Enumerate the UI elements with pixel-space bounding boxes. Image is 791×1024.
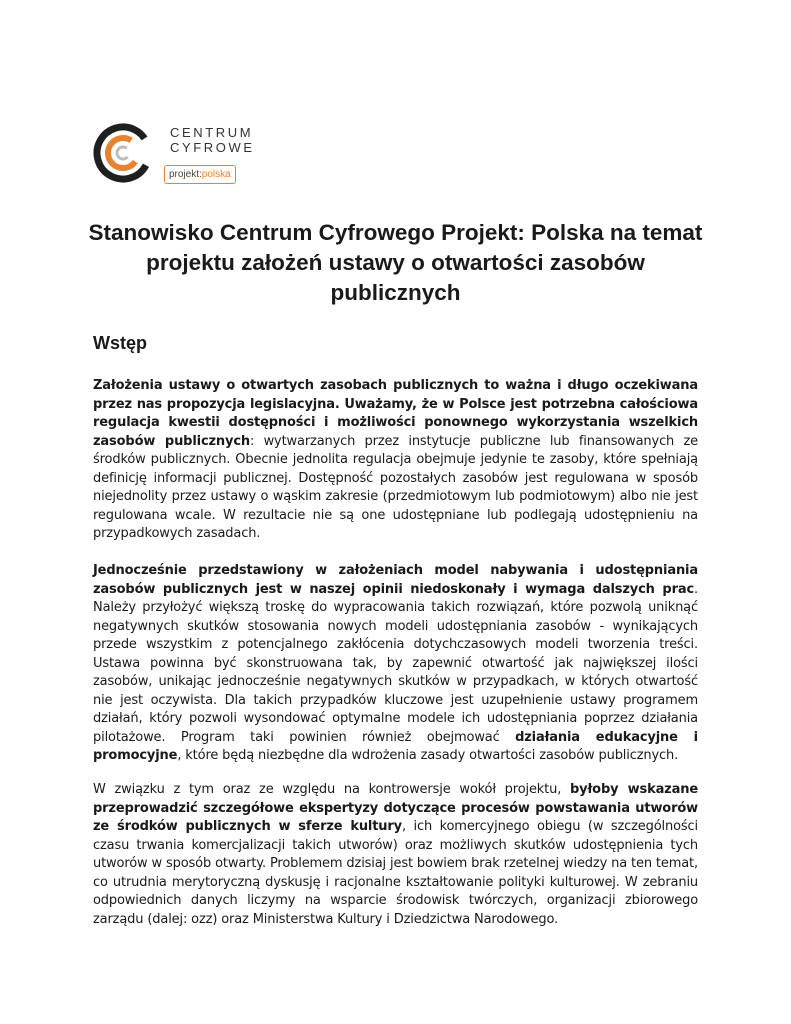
paragraph-2-text-2: , które będą niezbędne dla wdrożenia zasady otwartości zasobów publicznych. (177, 748, 679, 763)
paragraph-2-bold-2: działania edukacyjne i promocyjne (93, 729, 698, 763)
logo-word-line2: CYFROWE (170, 140, 255, 155)
badge-accent: polska (201, 169, 231, 180)
paragraph-1 (93, 377, 698, 544)
paragraph-1-text-1: : wytwarzanych przez instytucje publiczne lub finansowanych ze środków publicznych. Obecnie jednolita regulacja obejmuje jedynie te zasoby, które spełniają definicję informacji publicznej. Dostępność pozostałych zasobów jest regulowana w sposób niejednolity przez ustawy o wąskim zakresie (przedmiotowym lub podmiotowym) albo nie jest regulowana wcale. W rezultacie nie są one udostępniane lub podlegają udostępnieniu na przypadkowych zasadach. (93, 433, 698, 541)
paragraph-2 (93, 562, 698, 766)
logo-c-mark-icon (92, 122, 154, 184)
paragraph-1-bold-1: Założenia ustawy o otwartych zasobach publicznych to ważna i długo oczekiwana przez nas propozycja legislacyjna. Uważamy, że w Polsce jest potrzebna całościowa regulacja kwestii dostępności i możliwości ponownego wykorzystania wszelkich zasobów publicznych (93, 378, 698, 449)
paragraph-2-text-1: . Należy przyłożyć większą troskę do wypracowania takich rozwiązań, które pozwolą uniknąć negatywnych skutków stosowania nowych modeli udostępniania zasobów - wynikających przede wszystkim z potencjalnego zakłócenia dotychczasowych modeli tworzenia treści. Ustawa powinna być skonstruowana tak, by zapewnić otwartość jak największej ilości zasobów, unikając jednocześnie negatywnych skutków w przypadkach, w których otwartość nie jest oczywista. Dla takich przypadków kluczowe jest uzupełnienie ustawy programem działań, który pozwoli wysondować optymalne modele ich udostępniania poprzez działania pilotażowe. Program taki powinien również obejmować (93, 581, 698, 745)
document-title: Stanowisko Centrum Cyfrowego Projekt: Polska na temat projektu założeń ustawy o otwartości zasobów publicznych (88, 220, 703, 305)
paragraph-2-bold-1: Jednocześnie przedstawiony w założeniach model nabywania i udostępniania zasobów publicznych jest w naszej opinii niedoskonały i wymaga dalszych prac (93, 563, 698, 597)
projekt-polska-badge (164, 165, 236, 184)
paragraph-3-text-2: , ich komercyjnego obiegu (w szczególności czasu trwania komercjalizacji takich utworów) oraz możliwych skutków udostępnienia tych utworów w sposób otwarty. Problemem dzisiaj jest bowiem brak rzetelnej wiedzy na ten temat, co utrudnia merytoryczną dyskusję i racjonalne kształtowanie polityki kulturowej. W zebraniu odpowiednich danych liczymy na wsparcie środowisk twórczych, organizacji zbiorowego zarządu (dalej: ozz) oraz Ministerstwa Kultury i Dziedzictwa Narodowego. (93, 819, 698, 927)
logo-word-line1: CENTRUM (170, 125, 254, 140)
badge-prefix: projekt: (169, 169, 202, 180)
centrum-cyfrowe-logo (92, 122, 267, 188)
paragraph-3 (93, 781, 698, 929)
paragraph-3-bold-1: byłoby wskazane przeprowadzić szczegółowe ekspertyzy dotyczące procesów powstawania utworów ze środków publicznych w sferze kultury (93, 782, 698, 834)
paragraph-3-text-1: W związku z tym oraz ze względu na kontrowersje wokół projektu, (93, 782, 571, 797)
section-heading: Wstęp (93, 333, 147, 353)
